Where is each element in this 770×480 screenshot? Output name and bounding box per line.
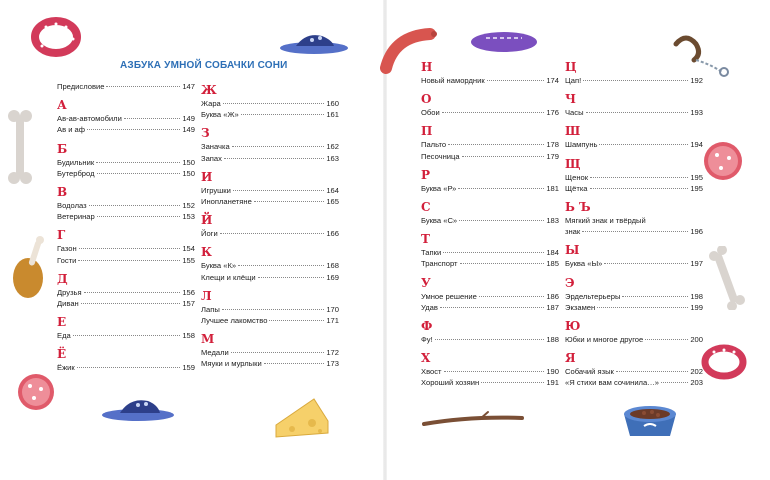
entry-title: Лучшее лакомство — [201, 316, 268, 326]
toc-entry[interactable] — [201, 272, 339, 283]
entry-title: Жара — [201, 99, 221, 108]
entry-page: 193 — [690, 108, 703, 118]
entry-page: 161 — [326, 110, 339, 120]
dot-leader — [78, 260, 180, 261]
entry-title: Бутерброд — [57, 168, 95, 178]
toc-column-2 — [201, 77, 339, 370]
dot-leader — [224, 158, 324, 159]
toc-entry[interactable] — [421, 75, 559, 86]
entry-title: Щётка — [565, 183, 588, 193]
section-letter: И — [201, 169, 213, 184]
section-letter: Я — [565, 351, 576, 366]
entry-page: 168 — [326, 261, 339, 271]
section-letter: Р — [421, 167, 431, 182]
dot-leader — [448, 144, 544, 145]
toc-entry[interactable] — [201, 347, 339, 358]
dot-leader — [264, 363, 325, 364]
entry-title: Игрушки — [201, 185, 231, 195]
dot-leader — [661, 382, 688, 383]
toc-entry[interactable] — [57, 200, 195, 211]
dot-leader — [440, 307, 544, 308]
dot-leader — [241, 114, 325, 115]
section-letter: К — [201, 245, 212, 260]
entry-page: 155 — [182, 255, 195, 265]
toc-entry[interactable] — [57, 287, 195, 298]
section-letter: Ж — [201, 83, 217, 97]
dot-leader — [81, 303, 181, 304]
toc-entry[interactable] — [421, 151, 559, 162]
section-letter: Ч — [565, 92, 576, 107]
entry-page: 190 — [546, 367, 559, 377]
entry-title: Юбки и многое другое — [565, 335, 644, 345]
entry-title: Газон — [57, 244, 77, 254]
entry-title: Водолаз — [57, 201, 87, 211]
entry-page: 187 — [546, 302, 559, 312]
toc-entry[interactable] — [201, 98, 339, 109]
toc-entry[interactable] — [565, 377, 703, 388]
entry-page: 156 — [182, 287, 195, 297]
entry-page: 184 — [546, 248, 559, 258]
entry-page: 176 — [546, 108, 559, 118]
toc-entry[interactable] — [565, 107, 703, 118]
entry-page: 158 — [182, 331, 195, 341]
purple-slipper-illustration — [468, 22, 540, 56]
section-letter: Ц — [565, 60, 577, 74]
entry-title: Друзья — [57, 287, 82, 297]
section-letter: П — [421, 124, 433, 139]
entry-title: Буква «Ы» — [565, 259, 603, 269]
leash-illustration — [666, 30, 736, 78]
dot-leader — [442, 112, 545, 113]
section-letter: Ю — [565, 319, 581, 334]
entry-page: 172 — [326, 348, 339, 358]
toc-column-3 — [421, 54, 559, 389]
section-letter: Н — [421, 60, 433, 74]
entry-title: Буква «К» — [201, 261, 237, 271]
entry-title: Экзамен — [565, 302, 596, 312]
entry-title: Инопланетяне — [201, 197, 252, 207]
section-letter: Т — [421, 232, 430, 247]
toc-entry[interactable] — [421, 334, 559, 345]
section-letter: М — [201, 332, 215, 347]
entry-title: Еда — [57, 331, 71, 341]
dot-leader — [84, 292, 181, 293]
toc-entry[interactable] — [57, 124, 195, 135]
toc-entry[interactable] — [421, 107, 559, 118]
toc-entry[interactable] — [201, 153, 339, 164]
dot-leader — [622, 296, 688, 297]
dot-leader — [238, 265, 324, 266]
dot-leader — [254, 201, 325, 202]
entry-title: Эрдельтерьеры — [565, 291, 621, 301]
dot-leader — [97, 173, 181, 174]
entry-title: Ав-ав-автомобили — [57, 114, 122, 124]
entry-title: Хвост — [421, 367, 442, 377]
entry-title: «Я стихи вам сочинила…» — [565, 378, 660, 388]
entry-page: 181 — [546, 183, 559, 193]
entry-page: 203 — [690, 378, 703, 388]
section-letter: Е — [57, 315, 67, 330]
toc-entry[interactable] — [57, 330, 195, 341]
entry-title: Собачий язык — [565, 367, 614, 377]
section-letter: О — [421, 92, 432, 107]
toc-entry[interactable] — [201, 315, 339, 326]
entry-page: 198 — [690, 291, 703, 301]
sausage-illustration — [380, 26, 440, 76]
entry-title: Мяуки и мурлыки — [201, 359, 262, 369]
toc-entry[interactable] — [201, 260, 339, 271]
entry-title: Транспорт — [421, 259, 458, 269]
toc-entry[interactable] — [421, 291, 559, 302]
section-letter: Г — [57, 228, 66, 243]
toc-entry[interactable] — [421, 258, 559, 269]
dot-leader — [590, 188, 689, 189]
collar-illustration-2 — [700, 342, 748, 382]
entry-page: 179 — [546, 151, 559, 161]
entry-page: 183 — [546, 216, 559, 226]
dot-leader — [443, 252, 544, 253]
dot-leader — [269, 320, 324, 321]
dot-leader — [79, 248, 181, 249]
dot-leader — [597, 307, 688, 308]
dot-leader — [220, 233, 325, 234]
entry-title: Шампунь — [565, 140, 598, 150]
toc-entry[interactable] — [201, 228, 339, 239]
entry-page: 186 — [546, 291, 559, 301]
section-letter: Ё — [57, 347, 67, 362]
dot-leader — [106, 86, 180, 87]
sausage-slice-illustration — [16, 372, 56, 412]
dot-leader — [479, 296, 544, 297]
dot-leader — [89, 205, 181, 206]
section-letter: Х — [421, 351, 431, 366]
entry-title: Новый намордник — [421, 76, 485, 85]
dot-leader — [124, 118, 180, 119]
entry-page: 150 — [182, 157, 195, 167]
toc-entry[interactable] — [421, 215, 559, 226]
dot-leader — [222, 309, 325, 310]
toc-entry[interactable] — [421, 377, 559, 388]
toc-entry[interactable] — [57, 168, 195, 179]
entry-title: Медали — [201, 348, 229, 358]
entry-page: 162 — [326, 142, 339, 152]
toc-column-4 — [565, 54, 703, 389]
toc-title: АЗБУКА УМНОЙ СОБАЧКИ СОНИ — [120, 60, 288, 71]
entry-page: 195 — [690, 172, 703, 182]
toc-entry[interactable] — [421, 302, 559, 313]
dot-leader — [444, 371, 545, 372]
entry-title: Заначка — [201, 142, 230, 152]
entry-title: Фу! — [421, 335, 433, 345]
dot-leader — [459, 220, 544, 221]
entry-title: Клещи и клёщи — [201, 272, 256, 282]
section-letter: Л — [201, 288, 212, 303]
toc-entry[interactable] — [421, 366, 559, 377]
slipper-illustration-2 — [98, 393, 178, 423]
entry-title: Буква «С» — [421, 216, 458, 226]
dot-leader — [87, 129, 180, 130]
dot-leader — [583, 80, 688, 81]
slipper-illustration — [276, 28, 354, 56]
entry-page: 197 — [690, 259, 703, 269]
entry-page: 188 — [546, 335, 559, 345]
collar-illustration — [30, 15, 82, 59]
entry-page: 174 — [546, 76, 559, 85]
entry-page: 152 — [182, 201, 195, 211]
section-letter: З — [201, 126, 210, 141]
toc-entry[interactable] — [201, 358, 339, 369]
dot-leader — [460, 263, 545, 264]
dot-leader — [97, 216, 181, 217]
toc-entry[interactable] — [565, 291, 703, 302]
toc-entry[interactable] — [565, 366, 703, 377]
entry-page: 196 — [690, 227, 703, 237]
section-letter: Й — [201, 213, 213, 228]
entry-title: Тапки — [421, 248, 442, 258]
entry-title: Буква «Ж» — [201, 110, 239, 120]
entry-page: 199 — [690, 302, 703, 312]
toc-entry[interactable] — [57, 243, 195, 254]
toc-entry[interactable] — [201, 109, 339, 120]
entry-page: 171 — [326, 316, 339, 326]
entry-page: 194 — [690, 140, 703, 150]
entry-page: 192 — [690, 76, 703, 85]
dot-leader — [586, 112, 689, 113]
entry-title: Обои — [421, 108, 440, 118]
entry-title: Гости — [57, 255, 77, 265]
entry-title: Будильник — [57, 157, 95, 167]
entry-title: Умное решение — [421, 291, 477, 301]
entry-title: Цап! — [565, 76, 582, 85]
toc-entry[interactable] — [421, 183, 559, 194]
stick-illustration — [420, 410, 526, 430]
bone-illustration-2 — [706, 246, 746, 310]
dot-leader — [599, 144, 688, 145]
toc-entry[interactable] — [565, 302, 703, 313]
section-letter: Ш — [565, 124, 581, 139]
dot-leader — [481, 382, 544, 383]
section-letter: Э — [565, 275, 575, 290]
entry-title: Часы — [565, 108, 584, 118]
entry-page: 150 — [182, 168, 195, 178]
entry-page: 147 — [182, 82, 195, 91]
entry-page: 178 — [546, 140, 559, 150]
toc-entry[interactable] — [57, 298, 195, 309]
dot-leader — [487, 80, 545, 81]
entry-page: 149 — [182, 114, 195, 124]
entry-title: Диван — [57, 299, 79, 309]
entry-title-continued: знак — [565, 227, 581, 237]
toc-entry[interactable] — [565, 258, 703, 269]
entry-page: 200 — [690, 335, 703, 345]
dot-leader — [73, 335, 181, 336]
toc-entry[interactable] — [201, 141, 339, 152]
cheese-illustration — [272, 395, 332, 439]
dot-leader — [223, 103, 325, 104]
entry-page: 170 — [326, 304, 339, 314]
bone-illustration — [6, 108, 34, 186]
toc-column-1 — [57, 81, 195, 374]
chicken-leg-illustration — [10, 234, 50, 300]
dot-leader — [435, 339, 545, 340]
toc-entry[interactable] — [57, 211, 195, 222]
entry-page: 202 — [690, 367, 703, 377]
toc-entry[interactable] — [565, 334, 703, 345]
dot-leader — [77, 367, 181, 368]
entry-title: Буква «Р» — [421, 183, 457, 193]
entry-page: 164 — [326, 185, 339, 195]
section-letter: Ы — [565, 243, 580, 258]
section-letter: С — [421, 200, 431, 215]
entry-page: 185 — [546, 259, 559, 269]
section-letter: А — [57, 98, 67, 113]
dot-leader — [590, 177, 688, 178]
entry-page: 173 — [326, 359, 339, 369]
section-letter: В — [57, 185, 68, 200]
dot-leader — [232, 146, 325, 147]
entry-title: Щенок — [565, 172, 589, 182]
entry-page: 159 — [182, 363, 195, 373]
section-letter: Ь Ъ — [565, 200, 591, 215]
dot-leader — [458, 188, 544, 189]
entry-title: Запах — [201, 153, 222, 163]
dot-leader — [582, 231, 688, 232]
entry-page: 149 — [182, 125, 195, 135]
section-letter: Д — [57, 271, 68, 286]
toc-entry-intro[interactable] — [57, 81, 195, 92]
toc-entry[interactable] — [201, 196, 339, 207]
toc-entry[interactable] — [57, 255, 195, 266]
toc-entry[interactable] — [57, 113, 195, 124]
entry-title: Ёжик — [57, 363, 75, 373]
entry-title: Хороший хозяин — [421, 378, 480, 388]
toc-entry[interactable] — [201, 185, 339, 196]
dot-leader — [233, 190, 325, 191]
entry-title: Мягкий знак и твёрдый — [565, 216, 646, 226]
entry-title: Предисловие — [57, 82, 105, 91]
toc-entry[interactable] — [421, 247, 559, 258]
dog-bowl-illustration — [620, 400, 680, 440]
entry-line-2 — [565, 226, 703, 237]
toc-entry[interactable] — [57, 157, 195, 168]
entry-title: Пальто — [421, 140, 447, 150]
section-letter: Щ — [565, 156, 581, 171]
entry-page: 169 — [326, 272, 339, 282]
dot-leader — [604, 263, 688, 264]
dot-leader — [96, 162, 180, 163]
dot-leader — [645, 339, 688, 340]
dot-leader — [462, 156, 545, 157]
toc-entry[interactable] — [421, 139, 559, 150]
dot-leader — [231, 352, 325, 353]
section-letter: У — [421, 275, 431, 290]
toc-entry[interactable] — [565, 172, 703, 183]
entry-page: 195 — [690, 183, 703, 193]
entry-page: 157 — [182, 299, 195, 309]
toc-entry[interactable] — [565, 139, 703, 150]
entry-page: 166 — [326, 229, 339, 239]
entry-page: 191 — [546, 378, 559, 388]
section-letter: Ф — [421, 319, 433, 334]
toc-entry[interactable] — [565, 183, 703, 194]
entry-title: Лапы — [201, 304, 220, 314]
toc-entry[interactable] — [201, 304, 339, 315]
entry-title: Удав — [421, 302, 438, 312]
sausage-slice-illustration-2 — [702, 140, 744, 182]
dot-leader — [258, 277, 325, 278]
entry-page: 163 — [326, 153, 339, 163]
entry-page: 154 — [182, 244, 195, 254]
entry-title: Песочница — [421, 151, 460, 161]
toc-entry[interactable] — [57, 362, 195, 373]
entry-page: 160 — [326, 99, 339, 108]
dot-leader — [616, 371, 688, 372]
section-letter: Б — [57, 141, 68, 156]
entry-title: Йоги — [201, 229, 218, 239]
entry-page: 153 — [182, 212, 195, 222]
entry-title: Ав и аф — [57, 125, 86, 135]
entry-page: 165 — [326, 197, 339, 207]
entry-title: Ветеринар — [57, 212, 95, 222]
toc-entry[interactable] — [565, 215, 703, 237]
